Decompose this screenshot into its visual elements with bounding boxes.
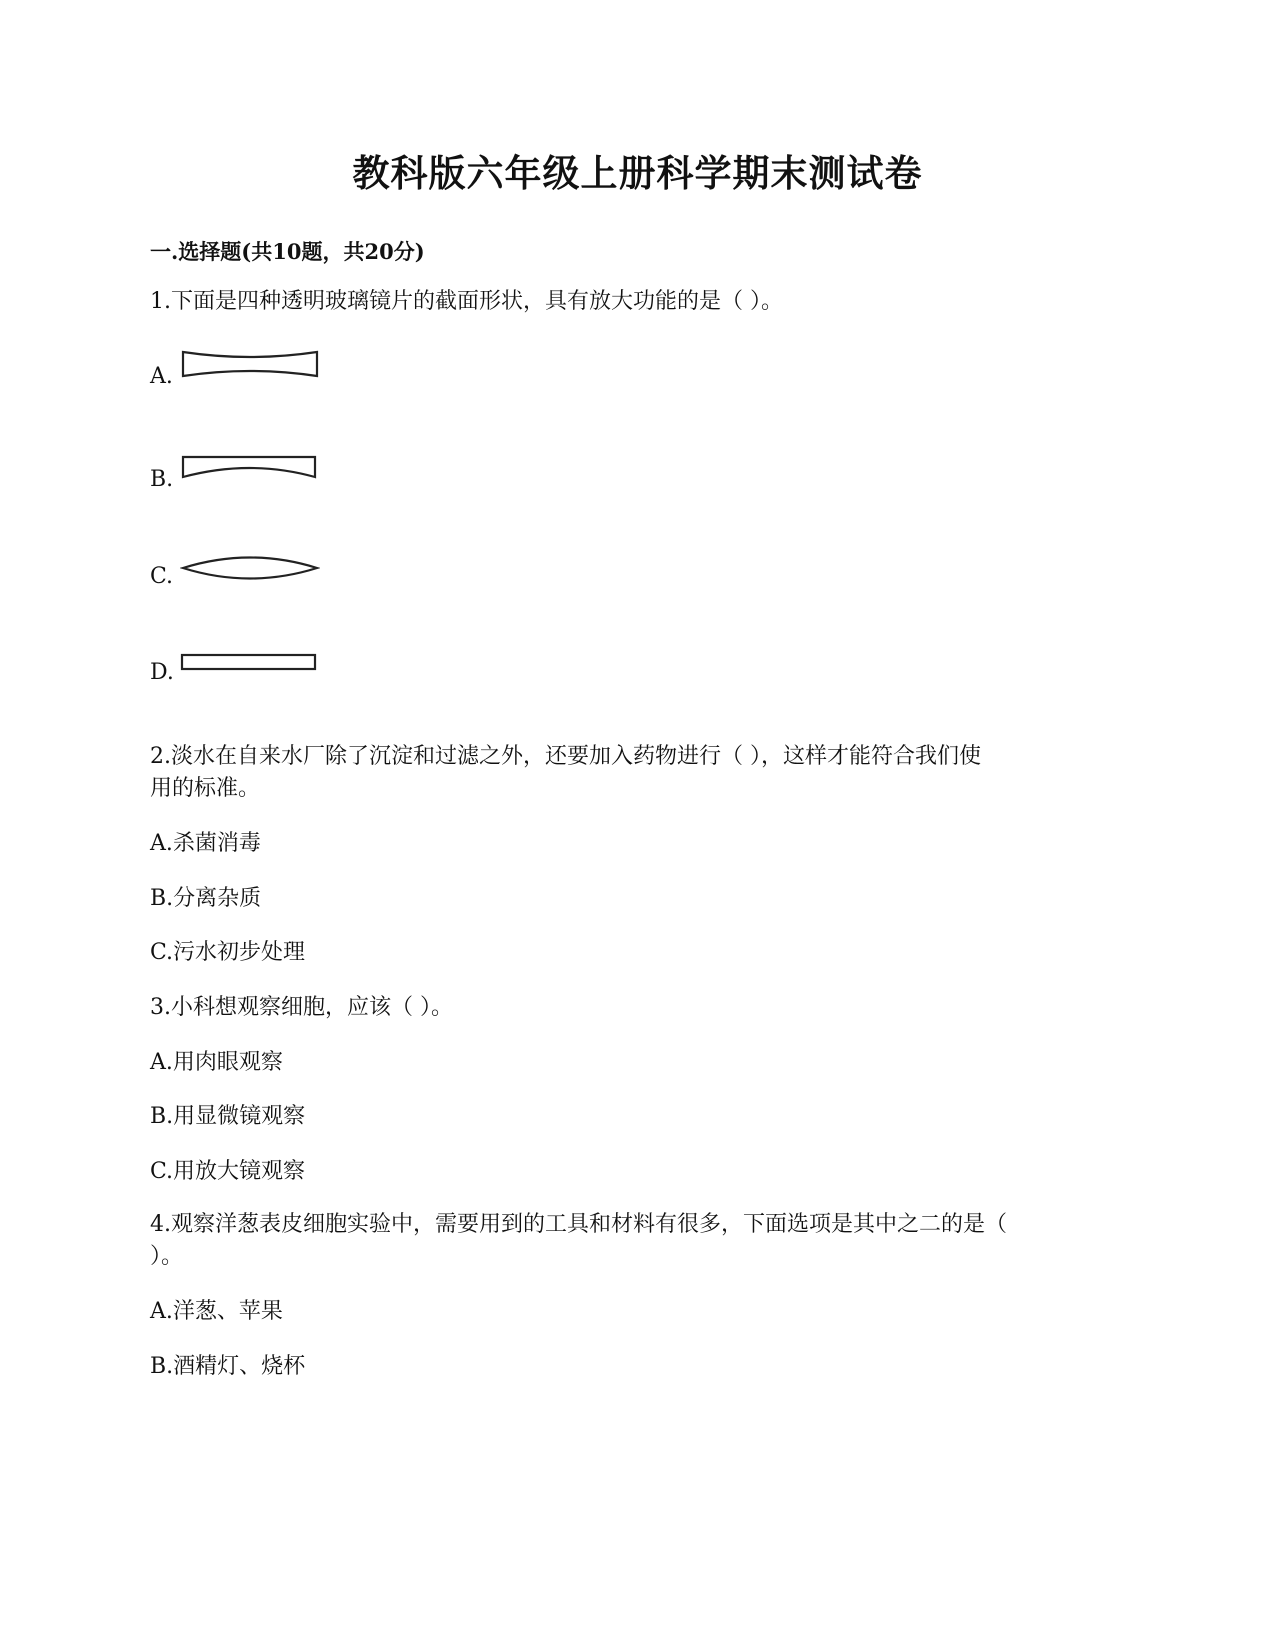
question-3-option-b: B.用显微镜观察 — [150, 1104, 306, 1129]
biconcave-lens-icon — [180, 350, 320, 378]
question-1-option-a — [150, 350, 450, 390]
question-2-option-b: B.分离杂质 — [150, 886, 262, 911]
question-3-option-c: C.用放大镜观察 — [150, 1159, 306, 1184]
question-4-option-b: B.酒精灯、烧杯 — [150, 1354, 306, 1379]
question-4-stem-line-2: ）。 — [150, 1244, 184, 1269]
question-1-option-c — [150, 550, 450, 590]
option-letter: A. — [150, 364, 173, 389]
question-2-option-a: A.杀菌消毒 — [150, 831, 261, 856]
question-2-stem-line-2: 用的标准。 — [150, 776, 261, 801]
question-4-option-a: A.洋葱、苹果 — [150, 1299, 283, 1324]
question-2-option-c: C.污水初步处理 — [150, 940, 306, 965]
biconvex-lens-icon — [180, 553, 320, 583]
plano-concave-lens-icon — [180, 455, 320, 483]
option-letter: D. — [150, 660, 174, 685]
option-letter: B. — [150, 467, 174, 492]
flat-glass-icon — [180, 653, 320, 673]
section-heading: 一.选择题(共10题，共20分) — [150, 239, 425, 264]
question-3-option-a: A.用肉眼观察 — [150, 1050, 283, 1075]
question-3-stem: 3.小科想观察细胞，应该（ ）。 — [150, 995, 453, 1020]
question-1-stem: 1.下面是四种透明玻璃镜片的截面形状，具有放大功能的是（ ）。 — [150, 289, 783, 314]
question-1-option-b — [150, 453, 450, 493]
page-title: 教科版六年级上册科学期末测试卷 — [352, 151, 923, 195]
question-4-stem-line-1: 4.观察洋葱表皮细胞实验中，需要用到的工具和材料有很多，下面选项是其中之二的是（ — [150, 1212, 1007, 1237]
question-2-stem-line-1: 2.淡水在自来水厂除了沉淀和过滤之外，还要加入药物进行（ ），这样才能符合我们使 — [150, 744, 981, 769]
question-1-option-d — [150, 646, 450, 686]
option-letter: C. — [150, 564, 174, 589]
